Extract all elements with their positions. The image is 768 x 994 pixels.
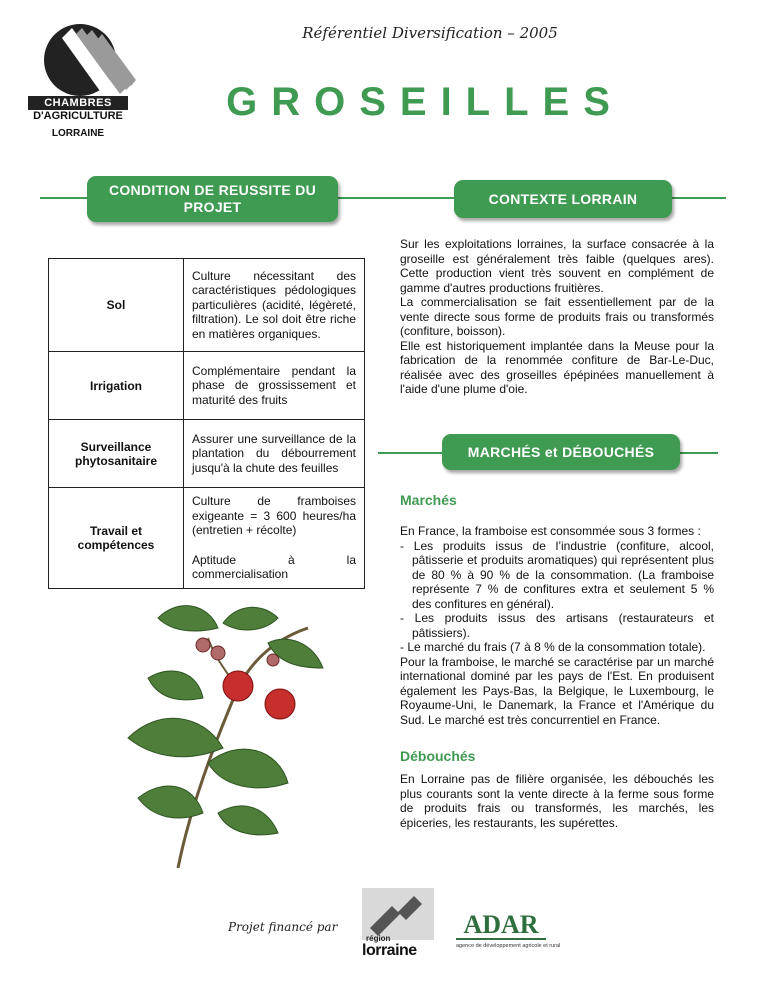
row-value-line: Aptitude à la commercialisation bbox=[192, 552, 356, 581]
document-reference: Référentiel Diversification – 2005 bbox=[302, 24, 558, 42]
region-bird-icon bbox=[362, 888, 434, 940]
table-row bbox=[49, 420, 365, 488]
markets-intro: En France, la framboise est consommée sous 3 formes : bbox=[400, 524, 701, 538]
row-key: Sol bbox=[49, 259, 184, 352]
adar-subtitle: agence de développement agricole et rural bbox=[456, 943, 561, 949]
logo-label-lorraine: LORRAINE bbox=[51, 128, 105, 139]
section-header-conditions bbox=[87, 176, 338, 222]
markets-text bbox=[400, 524, 714, 727]
region-name-label: lorraine bbox=[362, 942, 417, 959]
adar-name: ADAR bbox=[456, 912, 546, 940]
conditions-table bbox=[48, 258, 365, 589]
table-row bbox=[49, 352, 365, 420]
markets-list bbox=[400, 539, 714, 655]
logo-label-agriculture: D'AGRICULTURE bbox=[33, 110, 123, 122]
row-value: Assurer une surveillance de la plantation du débourrement jusqu'à la chute des feuilles bbox=[184, 420, 365, 488]
adar-logo bbox=[456, 912, 566, 949]
page-title: GROSEILLES bbox=[226, 80, 624, 124]
list-item: - Le marché du frais (7 à 8 % de la consommation totale). bbox=[400, 640, 714, 655]
region-lorraine-logo bbox=[362, 888, 434, 960]
region-small-label: région bbox=[366, 934, 391, 943]
context-paragraph: Sur les exploitations lorraines, la surface consacrée à la groseille est généralement très faible (quelques ares). Cette production vient très souvent en complément de gamme d'autres productions fruitières. bbox=[400, 237, 714, 295]
context-paragraph: La commercialisation se fait essentiellement par de la vente directe sous forme de produits frais ou transformés (confiture, boisson). bbox=[400, 295, 714, 338]
raspberry-illustration bbox=[118, 598, 328, 868]
section-header-markets bbox=[442, 434, 680, 470]
context-text bbox=[400, 237, 714, 397]
funding-label: Projet financé par bbox=[228, 920, 338, 934]
section-title-conditions: CONDITION DE REUSSITE DU PROJET bbox=[108, 182, 317, 215]
table-row bbox=[49, 488, 365, 589]
list-item: - Les produits issus de l’industrie (confiture, alcool, pâtisserie et produits aromatiques) qui représentent plus de 80 % à 90 % de la consommation. (La framboise représente 7 % de confitures extra et seulement 5 % des confitures en général). bbox=[400, 539, 714, 612]
section-title-context: CONTEXTE LORRAIN bbox=[488, 190, 638, 207]
table-row bbox=[49, 259, 365, 352]
logo-label-chambres: CHAMBRES bbox=[28, 96, 128, 110]
row-value: Complémentaire pendant la phase de grossissement et maturité des fruits bbox=[184, 352, 365, 420]
row-value: Culture nécessitant des caractéristiques pédologiques particulières (acidité, légèreté, filtration). Le sol doit être riche en matières organiques. bbox=[184, 259, 365, 352]
section-title-markets: MARCHÉS et DÉBOUCHÉS bbox=[467, 443, 655, 460]
row-key: Irrigation bbox=[49, 352, 184, 420]
row-key: Surveillance phytosanitaire bbox=[49, 420, 184, 488]
section-header-context bbox=[454, 180, 672, 218]
markets-paragraph: Pour la framboise, le marché se caractérise par un marché international dominé par les pays de l'Est. En produisent également les Pays-Bas, la Belgique, le Luxembourg, le Royaume-Uni, le Danemark, la France et l'Amérique du Sud. Le marché est très concurrentiel en France. bbox=[400, 654, 714, 727]
row-value-line: Culture de framboises exigeante = 3 600 heures/ha (entretien + récolte) bbox=[192, 494, 356, 537]
markets-subheading: Marchés bbox=[400, 492, 457, 508]
outlets-subheading: Débouchés bbox=[400, 748, 476, 764]
row-key: Travail et compétences bbox=[49, 488, 184, 589]
context-paragraph: Elle est historiquement implantée dans la Meuse pour la fabrication de la renommée confiture de Bar-Le-Duc, réalisée avec des groseilles épépinées manuellement à l'aide d'une plume d'oie. bbox=[400, 338, 714, 396]
chambres-agriculture-logo bbox=[22, 20, 142, 145]
outlets-paragraph: En Lorraine pas de filière organisée, les débouchés les plus courants sont la vente directe à la ferme sous forme de produits frais ou transformés, les marchés, les épiceries, les restaurants, les supérettes. bbox=[400, 772, 714, 830]
row-value bbox=[184, 488, 365, 589]
list-item: - Les produits issus des artisans (restaurateurs et pâtissiers). bbox=[400, 611, 714, 640]
